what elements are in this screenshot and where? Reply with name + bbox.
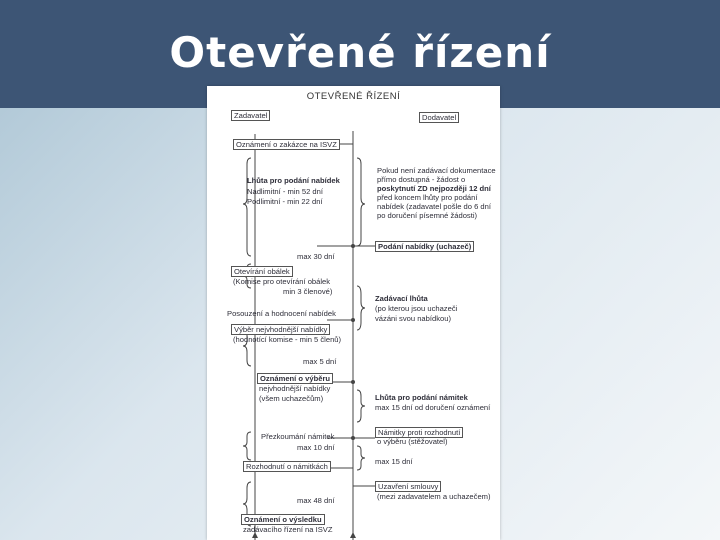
- docs-line6: po doručení písemné žádosti): [377, 211, 478, 220]
- document-title: OTEVŘENÉ ŘÍZENÍ: [306, 91, 401, 102]
- scanned-document: [207, 86, 500, 540]
- node-objection: [351, 436, 355, 440]
- docs-line2: přímo dostupná - žádost o: [377, 175, 466, 184]
- interval-max48: max 48 dní: [297, 496, 335, 505]
- binding-period-line2: (po kterou jsou uchazeči: [375, 304, 458, 313]
- interval-max15: max 15 dní: [375, 457, 413, 466]
- bid-deadline-below: Podlimitní - min 22 dní: [247, 197, 323, 206]
- bid-deadline-above: Nadlimitní - min 52 dní: [247, 187, 323, 196]
- step-selection-notice: Oznámení o výběru: [257, 373, 333, 384]
- step-selection-line3: (všem uchazečům): [259, 394, 324, 403]
- slide-title: Otevřené řízení: [169, 28, 551, 77]
- step-review: Přezkoumání námitek: [261, 432, 335, 441]
- node-select: [351, 380, 355, 384]
- docs-line5: nabídek (zadavatel pošle do 6 dní: [377, 202, 491, 211]
- brace-max15: [357, 446, 365, 470]
- step-best-offer: Výběr nejvhodnější nabídky: [231, 324, 330, 335]
- brace-review: [243, 432, 251, 460]
- step-contract: Uzavření smlouvy: [375, 481, 441, 492]
- step-opening-line2: (Komise pro otevírání obálek: [233, 277, 331, 286]
- binding-period-line3: vázáni svou nabídkou): [375, 314, 451, 323]
- column-header-right: Dodavatel: [419, 112, 459, 123]
- step-result-line2: zadávacího řízení na ISVZ: [243, 525, 333, 534]
- objection-deadline-line2: max 15 dní od doručení oznámení: [375, 403, 491, 412]
- step-opening-title: Otevírání obálek: [231, 266, 293, 277]
- column-header-left: Zadavatel: [231, 110, 270, 121]
- step-submit-offer: Podání nabídky (uchazeč): [375, 241, 474, 252]
- step-best-offer-committee: (hodnotící komise - min 5 členů): [233, 335, 342, 344]
- node-submit: [351, 244, 355, 248]
- step-result-notice: Oznámení o výsledku: [241, 514, 325, 525]
- bid-deadline-label: Lhůta pro podání nabídek: [247, 176, 340, 185]
- interval-max5: max 5 dní: [303, 357, 337, 366]
- brace-binding: [357, 286, 365, 330]
- brace-bid-period: [243, 158, 251, 256]
- brace-docs: [357, 158, 365, 246]
- docs-line3: poskytnutí ZD nejpozději 12 dní: [377, 184, 491, 193]
- objection-deadline: Lhůta pro podání námitek: [375, 393, 468, 402]
- brace-obj-deadline: [357, 390, 365, 422]
- step-evaluation: Posouzení a hodnocení nabídek: [227, 309, 336, 318]
- binding-period: Zadávací lhůta: [375, 294, 428, 303]
- step-objections-line2: o výběru (stěžovatel): [377, 437, 448, 446]
- step-notice: Oznámení o zakázce na ISVZ: [233, 139, 340, 150]
- interval-max30: max 30 dní: [297, 252, 335, 261]
- node-eval: [351, 318, 355, 322]
- step-objection-decision: Rozhodnutí o námitkách: [243, 461, 331, 472]
- docs-line4: před koncem lhůty pro podání: [377, 193, 478, 202]
- step-selection-line2: nejvhodnější nabídky: [259, 384, 331, 393]
- step-opening-line3: min 3 členové): [283, 287, 333, 296]
- step-contract-line2: (mezi zadavatelem a uchazečem): [377, 492, 491, 501]
- step-review-max10: max 10 dní: [297, 443, 335, 452]
- docs-line1: Pokud není zadávací dokumentace: [377, 166, 496, 175]
- arrow-down-right: [350, 532, 356, 538]
- step-objections: Námitky proti rozhodnutí: [375, 427, 463, 438]
